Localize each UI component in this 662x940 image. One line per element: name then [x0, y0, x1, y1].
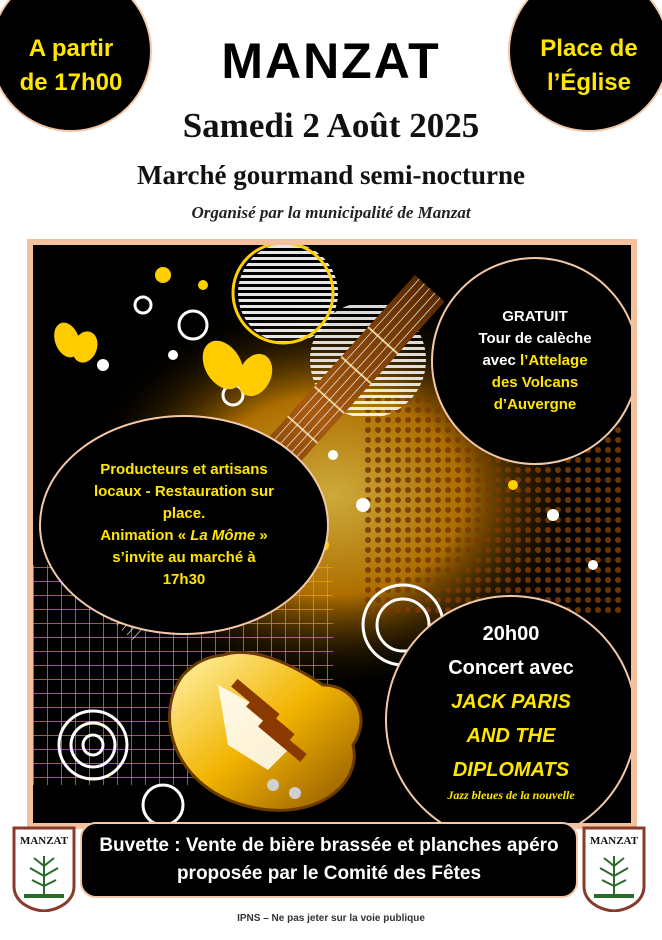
animation-line [100, 525, 268, 547]
band-name-line2: AND THE [466, 725, 556, 747]
poster-frame [27, 239, 637, 829]
carriage-provider-line2: des Volcans [491, 374, 579, 391]
refreshment-banner [80, 822, 578, 898]
animation-suffix: » [255, 527, 268, 544]
crest-right-text: MANZAT [589, 835, 639, 847]
producers-line2: locaux - Restauration sur [93, 483, 275, 500]
page-title: MANZAT [221, 33, 441, 89]
producers-line5: s’invite au marché à [112, 549, 256, 566]
start-time-line1: A partir [28, 35, 114, 62]
carriage-provider-line [482, 350, 587, 372]
animation-prefix: Animation « [100, 527, 191, 544]
band-name-line3: DIPLOMATS [452, 759, 570, 781]
producers-line1: Producteurs et artisans [100, 461, 268, 478]
concert-intro: Concert avec [448, 657, 574, 679]
concert-time: 20h00 [482, 623, 540, 645]
poster-artwork [33, 245, 631, 823]
organizer-line: Organisé par la municipalité de Manzat [191, 203, 471, 222]
band-genre: Jazz bleues de la nouvelle [447, 788, 575, 802]
manzat-crest-right [582, 826, 646, 912]
manzat-crest-left [12, 826, 76, 912]
producers-line6: 17h30 [162, 571, 206, 588]
location-line1: Place de [540, 35, 638, 62]
event-date: Samedi 2 Août 2025 [182, 106, 480, 145]
crest-left-text: MANZAT [19, 835, 69, 847]
refreshment-line2: proposée par le Comité des Fêtes [176, 863, 482, 884]
footer-notice: IPNS – Ne pas jeter sur la voie publique [237, 913, 425, 924]
start-time-line2: de 17h00 [19, 69, 123, 96]
animation-name: La Môme [190, 527, 256, 544]
carriage-provider-name: l’Attelage [520, 352, 588, 369]
carriage-prefix: avec [482, 352, 521, 369]
band-name-line1: JACK PARIS [451, 691, 571, 713]
free-carriage-bubble [431, 257, 631, 465]
event-subtitle: Marché gourmand semi-nocturne [137, 160, 525, 190]
carriage-provider-line3: d’Auvergne [493, 396, 577, 413]
refreshment-line1: Buvette : Vente de bière brassée et planches apéro [99, 835, 559, 856]
carriage-tour-label: Tour de calèche [478, 330, 592, 347]
location-line2: l’Église [546, 69, 632, 96]
free-label: GRATUIT [502, 308, 568, 325]
producers-line3: place. [162, 505, 206, 522]
producers-bubble [39, 415, 329, 635]
